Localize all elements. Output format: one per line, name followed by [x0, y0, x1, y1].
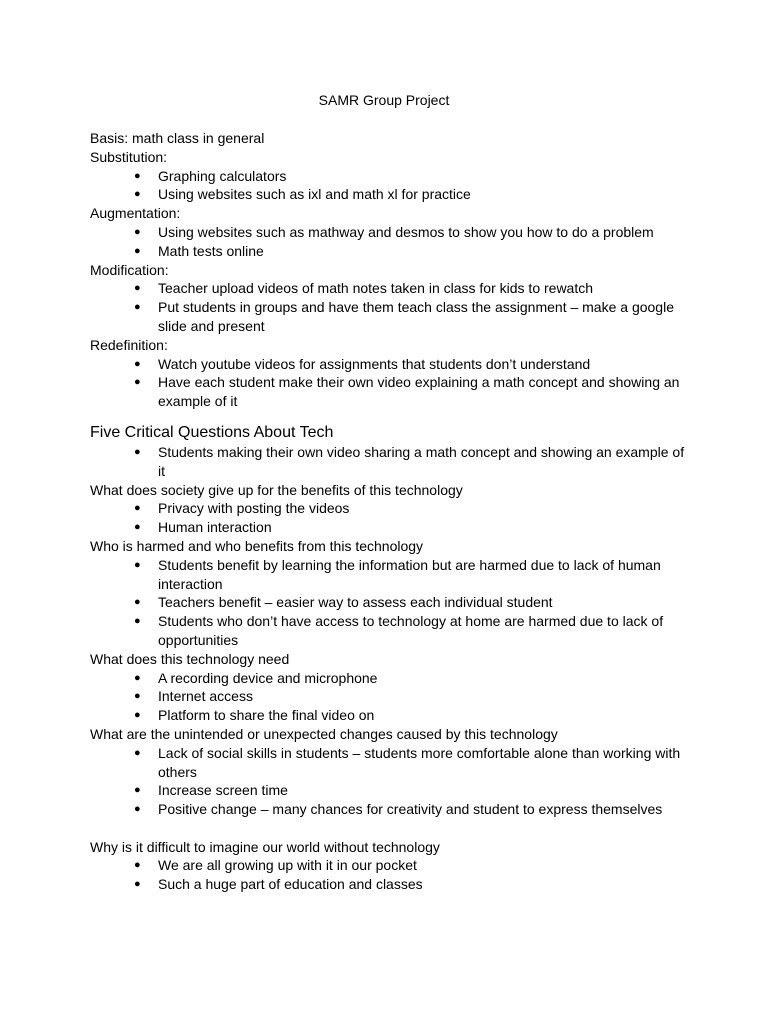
document-body	[90, 129, 690, 894]
blank-line	[90, 819, 690, 838]
list-item: ● Graphing calculators	[90, 167, 688, 186]
list-item: ● Platform to share the final video on	[90, 706, 688, 725]
list-item: ● Watch youtube videos for assignments that students don’t understand	[90, 355, 688, 374]
list-item: ● Math tests online	[90, 242, 688, 261]
substitution-list	[90, 167, 690, 205]
list-item: ● We are all growing up with it in our pocket	[90, 856, 688, 875]
list-item: ● Internet access	[90, 687, 688, 706]
modification-list	[90, 279, 690, 335]
modification-heading: Modification:	[90, 261, 169, 278]
critical-questions-heading: Five Critical Questions About Tech	[90, 423, 334, 441]
list-item: ● Human interaction	[90, 518, 688, 537]
list-item: ● Using websites such as ixl and math xl for practice	[90, 185, 688, 204]
list-item: ● Positive change – many chances for creativity and student to express themselves	[90, 800, 688, 819]
redefinition-list	[90, 355, 690, 411]
question-1-list	[90, 499, 690, 537]
augmentation-list	[90, 223, 690, 261]
substitution-heading: Substitution:	[90, 148, 168, 165]
question-5-list	[90, 856, 690, 894]
critical-intro-list	[90, 443, 690, 481]
list-item: ● A recording device and microphone	[90, 669, 688, 688]
list-item: ● Teachers benefit – easier way to assess each individual student	[90, 593, 688, 612]
list-item: ● Increase screen time	[90, 781, 688, 800]
list-item: ● Using websites such as mathway and desmos to show you how to do a problem	[90, 223, 688, 242]
question-2: Who is harmed and who benefits from this technology	[90, 537, 424, 554]
question-4-list	[90, 744, 690, 819]
question-1: What does society give up for the benefits of this technology	[90, 481, 463, 498]
list-item: ● Privacy with posting the videos	[90, 499, 688, 518]
question-4: What are the unintended or unexpected changes caused by this technology	[90, 725, 558, 742]
list-item: ● Lack of social skills in students – students more comfortable alone than working with others	[90, 744, 688, 782]
list-item: ● Such a huge part of education and classes	[90, 875, 688, 894]
question-3-list	[90, 669, 690, 725]
list-item: ● Put students in groups and have them teach class the assignment – make a google slide and present	[90, 298, 688, 336]
basis-line: Basis: math class in general	[90, 130, 265, 146]
question-5: Why is it difficult to imagine our world without technology	[90, 838, 440, 855]
question-3: What does this technology need	[90, 650, 290, 667]
list-item: ● Students making their own video sharing a math concept and showing an example of it	[90, 443, 688, 481]
question-2-list	[90, 556, 690, 650]
list-item: ● Students who don’t have access to technology at home are harmed due to lack of opportunities	[90, 612, 688, 650]
list-item: ● Students benefit by learning the information but are harmed due to lack of human interaction	[90, 556, 688, 594]
list-item: ● Have each student make their own video explaining a math concept and showing an example of it	[90, 373, 688, 411]
list-item: ● Teacher upload videos of math notes taken in class for kids to rewatch	[90, 279, 688, 298]
redefinition-heading: Redefinition:	[90, 336, 168, 353]
document-title: SAMR Group Project	[318, 92, 450, 108]
augmentation-heading: Augmentation:	[90, 205, 181, 222]
